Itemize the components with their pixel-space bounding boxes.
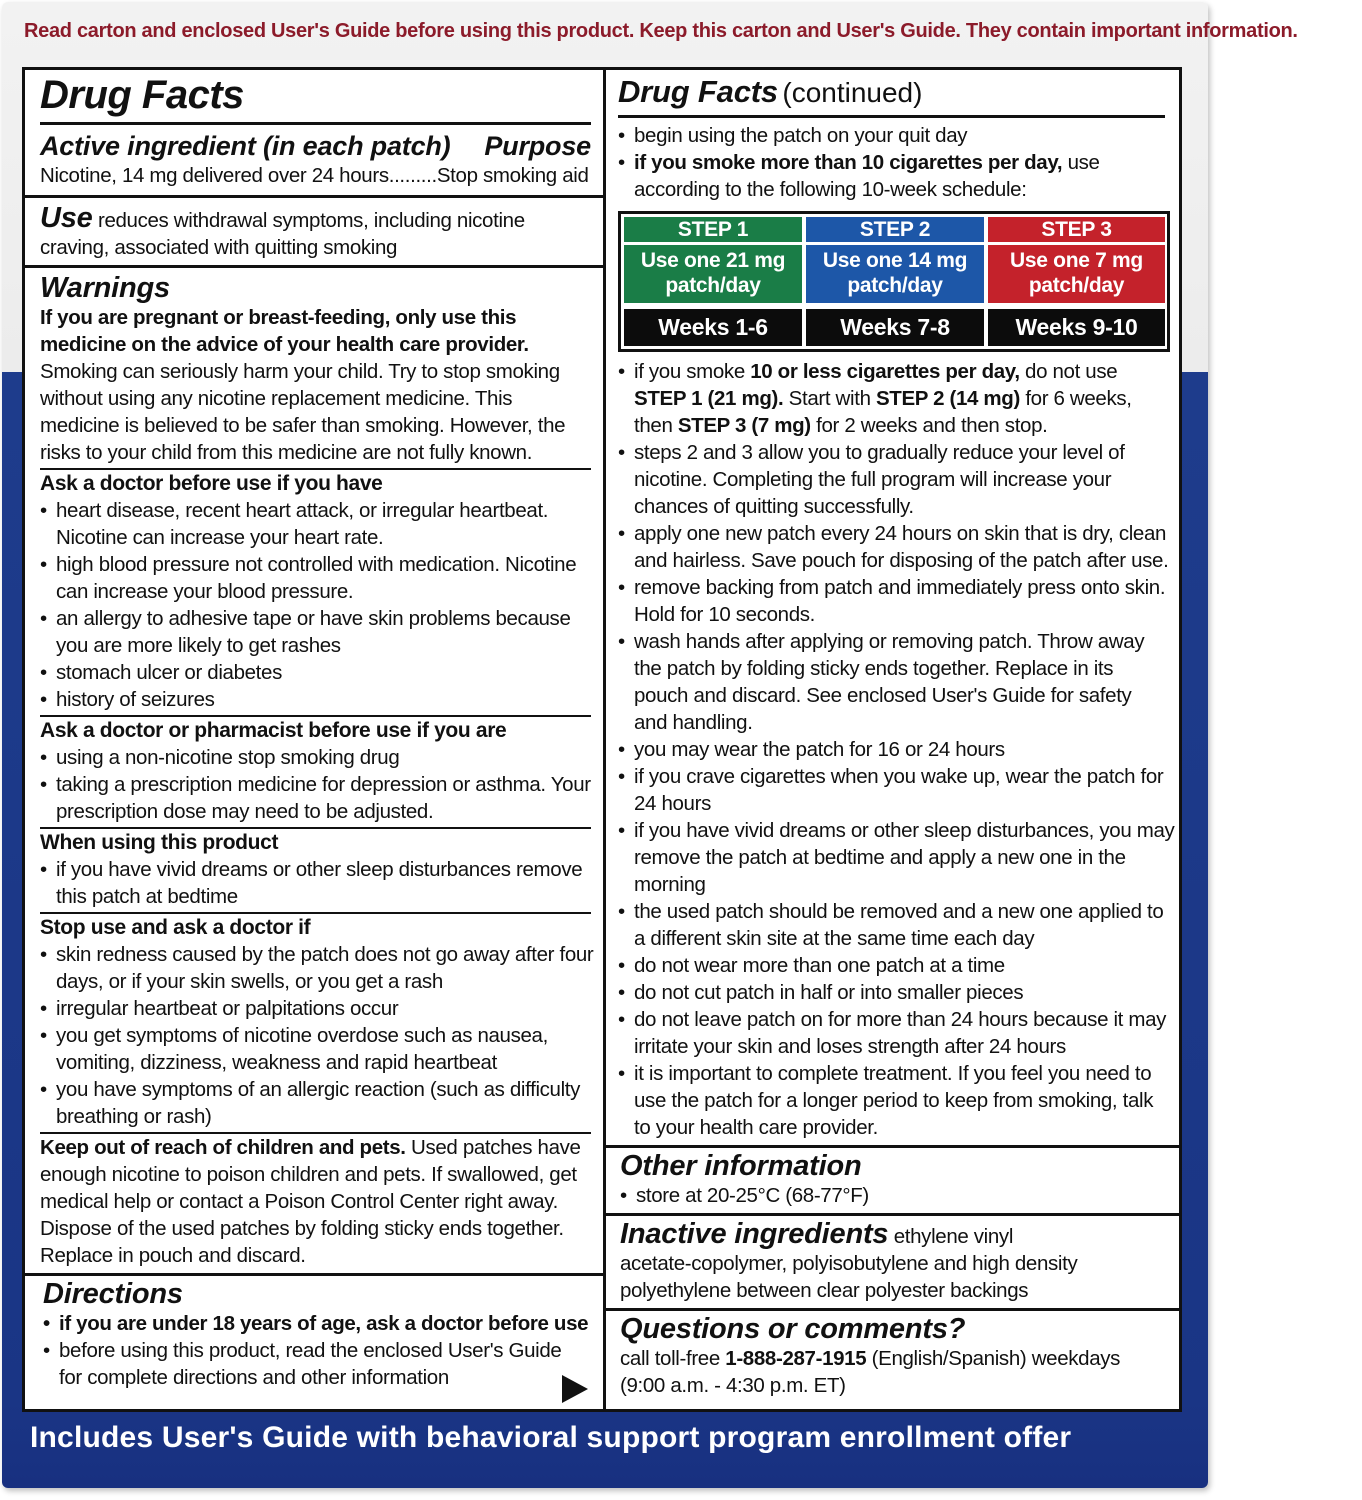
step-3-dose-line: Use one 7 mg bbox=[1010, 249, 1143, 272]
active-ingredient-heading: Active ingredient (in each patch) bbox=[40, 131, 451, 161]
list-item-cont: morning bbox=[634, 873, 706, 896]
list-item: • the used patch should be removed and a new one applied to bbox=[618, 898, 1165, 925]
inactive-text: polyethylene between clear polyester backings bbox=[620, 1279, 1029, 1302]
bottom-banner: Includes User's Guide with behavioral support program enrollment offer bbox=[30, 1421, 1072, 1454]
list-item-cont: the patch by folding sticky ends together. Replace in its bbox=[634, 657, 1114, 680]
keep-out-bold: Keep out of reach of children and pets. bbox=[40, 1136, 406, 1159]
ask-pharmacist-heading: Ask a doctor or pharmacist before use if you are bbox=[40, 719, 507, 742]
list-item: • do not cut patch in half or into smaller pieces bbox=[618, 979, 1165, 1006]
list-item: • store at 20-25°C (68-77°F) bbox=[620, 1182, 1165, 1209]
list-item: • remove backing from patch and immediately press onto skin. bbox=[618, 574, 1165, 601]
keep-out-text: Used patches have bbox=[411, 1136, 581, 1159]
active-ingredient-header bbox=[40, 130, 591, 162]
use-heading: Use bbox=[40, 202, 93, 234]
purpose-value: Stop smoking aid bbox=[436, 164, 589, 187]
step-3-label: STEP 3 bbox=[988, 217, 1165, 242]
list-item-cont: breathing or rash) bbox=[56, 1105, 212, 1128]
list-item: • taking a prescription medicine for depression or asthma. Your bbox=[40, 771, 591, 798]
left-column bbox=[25, 70, 603, 1391]
purpose-heading: Purpose bbox=[484, 131, 591, 161]
bold-text: if you smoke more than 10 cigarettes per day, bbox=[634, 151, 1063, 174]
list-item-cont: irritate your skin and loses strength after 24 hours bbox=[634, 1035, 1066, 1058]
list-item: • an allergy to adhesive tape or have skin problems because bbox=[40, 605, 591, 632]
list-item: • you may wear the patch for 16 or 24 hours bbox=[618, 736, 1165, 763]
continued-title bbox=[618, 76, 1165, 109]
list-item bbox=[618, 358, 1165, 385]
top-note: Read carton and enclosed User's Guide before using this product. Keep this carton and User's Guide. They contain important information. bbox=[24, 20, 1298, 42]
text: if you smoke bbox=[634, 360, 745, 383]
pregnancy-text: Smoking can seriously harm your child. Try to stop smoking bbox=[40, 360, 560, 383]
text: use bbox=[1067, 151, 1100, 174]
bold-text: STEP 3 (7 mg) bbox=[677, 414, 811, 437]
bold-text: STEP 1 (21 mg). bbox=[634, 387, 784, 410]
list-item: • do not wear more than one patch at a time bbox=[618, 952, 1165, 979]
list-item: • if you crave cigarettes when you wake up, wear the patch for bbox=[618, 763, 1165, 790]
list-item: • wash hands after applying or removing patch. Throw away bbox=[618, 628, 1165, 655]
questions-hours: (9:00 a.m. - 4:30 p.m. ET) bbox=[620, 1374, 846, 1397]
directions-heading: Directions bbox=[43, 1278, 183, 1310]
inactive-heading: Inactive ingredients bbox=[620, 1218, 889, 1250]
list-item: • steps 2 and 3 allow you to gradually reduce your level of bbox=[618, 439, 1165, 466]
other-info-heading: Other information bbox=[620, 1150, 862, 1182]
list-item-cont: remove the patch at bedtime and apply a new one in the bbox=[634, 846, 1126, 869]
pregnancy-text: medicine is believed to be safer than smoking. However, the bbox=[40, 414, 566, 437]
list-item-cont: Hold for 10 seconds. bbox=[634, 603, 816, 626]
step-1-dose bbox=[624, 245, 802, 303]
list-item: • if you have vivid dreams or other sleep disturbances, you may bbox=[618, 817, 1165, 844]
step-1-dose-line: Use one 21 mg bbox=[640, 249, 786, 272]
questions-line bbox=[620, 1345, 1165, 1372]
bold-text: STEP 2 (14 mg) bbox=[875, 387, 1020, 410]
use-line bbox=[40, 202, 591, 234]
list-item: • heart disease, recent heart attack, or irregular heartbeat. bbox=[40, 497, 591, 524]
active-ingredient: Nicotine, 14 mg delivered over 24 hours bbox=[40, 164, 389, 187]
stop-use-heading: Stop use and ask a doctor if bbox=[40, 916, 311, 939]
pregnancy-text: without using any nicotine replacement medicine. This bbox=[40, 387, 513, 410]
list-item-cont: a different skin site at the same time each day bbox=[634, 927, 1035, 950]
list-item: • begin using the patch on your quit day bbox=[618, 122, 1165, 149]
list-item-cont: Nicotine can increase your heart rate. bbox=[56, 526, 384, 549]
list-item: • you have symptoms of an allergic reaction (such as difficulty bbox=[40, 1076, 591, 1103]
phone-number: 1-888-287-1915 bbox=[725, 1347, 867, 1370]
step-3-dose-line: patch/day bbox=[1028, 274, 1125, 297]
text: do not use bbox=[1025, 360, 1118, 383]
when-using-heading: When using this product bbox=[40, 831, 279, 854]
divider bbox=[40, 122, 591, 125]
text: (English/Spanish) weekdays bbox=[871, 1347, 1121, 1370]
keep-out-text: enough nicotine to poison children and pets. If swallowed, get bbox=[40, 1163, 577, 1186]
keep-out-line bbox=[40, 1134, 591, 1161]
bold-text: 10 or less cigarettes per day, bbox=[750, 360, 1020, 383]
list-item-cont: vomiting, dizziness, weakness and rapid heartbeat bbox=[56, 1051, 497, 1074]
list-item-cont: and handling. bbox=[634, 711, 753, 734]
drug-facts-panel bbox=[22, 67, 1182, 1412]
step-2-weeks: Weeks 7-8 bbox=[806, 309, 984, 346]
list-item-cont: days, or if your skin swells, or you get a rash bbox=[56, 970, 443, 993]
active-ingredient-line bbox=[40, 162, 591, 189]
text: for 2 weeks and then stop. bbox=[816, 414, 1048, 437]
list-item: • high blood pressure not controlled with medication. Nicotine bbox=[40, 551, 591, 578]
continue-arrow-icon bbox=[562, 1375, 588, 1403]
list-item-cont: according to the following 10-week schedule: bbox=[634, 178, 1027, 201]
step-2-dose bbox=[806, 245, 984, 303]
pregnancy-warning-bold: If you are pregnant or breast-feeding, only use this bbox=[40, 306, 517, 329]
text: Start with bbox=[788, 387, 871, 410]
inactive-text: ethylene vinyl bbox=[893, 1225, 1014, 1248]
list-item-cont: use the patch for a longer period to keep from smoking, talk bbox=[634, 1089, 1154, 1112]
list-item-cont: chances of quitting successfully. bbox=[634, 495, 914, 518]
list-item: • do not leave patch on for more than 24 hours because it may bbox=[618, 1006, 1165, 1033]
list-item-cont bbox=[618, 385, 1165, 412]
list-item-cont bbox=[618, 412, 1165, 439]
pregnancy-warning-bold: medicine on the advice of your health care provider. bbox=[40, 333, 529, 356]
list-item: • if you are under 18 years of age, ask a doctor before use bbox=[43, 1310, 591, 1337]
warnings-heading: Warnings bbox=[40, 272, 170, 304]
list-item-cont: 24 hours bbox=[634, 792, 711, 815]
step-3-dose bbox=[988, 245, 1165, 303]
list-item-cont: to your health care provider. bbox=[634, 1116, 878, 1139]
list-item: • history of seizures bbox=[40, 686, 591, 713]
ask-doctor-heading: Ask a doctor before use if you have bbox=[40, 472, 383, 495]
list-item: • it is important to complete treatment. If you feel you need to bbox=[618, 1060, 1165, 1087]
list-item bbox=[618, 149, 1165, 176]
step-schedule-table bbox=[618, 211, 1170, 352]
inactive-text: acetate-copolymer, polyisobutylene and high density bbox=[620, 1252, 1078, 1275]
drug-facts-title: Drug Facts bbox=[618, 74, 778, 109]
list-item-cont: can increase your blood pressure. bbox=[56, 580, 354, 603]
text: then bbox=[634, 414, 673, 437]
step-1-label: STEP 1 bbox=[624, 217, 802, 242]
step-2-dose-line: Use one 14 mg bbox=[822, 249, 968, 272]
list-item-cont: nicotine. Completing the full program will increase your bbox=[634, 468, 1112, 491]
list-item-cont: and hairless. Save pouch for disposing of the patch after use. bbox=[634, 549, 1169, 572]
right-column bbox=[606, 70, 1179, 1399]
leader-dots: ......... bbox=[388, 164, 437, 187]
questions-heading: Questions or comments? bbox=[620, 1313, 966, 1345]
step-1-dose-line: patch/day bbox=[665, 274, 761, 297]
list-item-cont: for complete directions and other information bbox=[59, 1366, 449, 1389]
list-item: • stomach ulcer or diabetes bbox=[40, 659, 591, 686]
text: call toll-free bbox=[620, 1347, 720, 1370]
list-item: • before using this product, read the enclosed User's Guide bbox=[43, 1337, 591, 1364]
list-item: • using a non-nicotine stop smoking drug bbox=[40, 744, 591, 771]
use-text-2: craving, associated with quitting smoking bbox=[40, 236, 398, 259]
divider bbox=[618, 115, 1165, 118]
step-2-label: STEP 2 bbox=[806, 217, 984, 242]
step-2-dose-line: patch/day bbox=[847, 274, 943, 297]
continued-label: (continued) bbox=[782, 77, 923, 108]
text: for 6 weeks, bbox=[1025, 387, 1132, 410]
list-item: • if you have vivid dreams or other sleep disturbances remove bbox=[40, 856, 591, 883]
drug-facts-title: Drug Facts bbox=[40, 73, 244, 117]
keep-out-text: Replace in pouch and discard. bbox=[40, 1244, 306, 1267]
list-item: • irregular heartbeat or palpitations occur bbox=[40, 995, 591, 1022]
inactive-line bbox=[620, 1218, 1165, 1250]
list-item-cont: pouch and discard. See enclosed User's Guide for safety bbox=[634, 684, 1132, 707]
list-item-cont: you are more likely to get rashes bbox=[56, 634, 341, 657]
list-item: • you get symptoms of nicotine overdose such as nausea, bbox=[40, 1022, 591, 1049]
pregnancy-text: risks to your child from this medicine are not fully known. bbox=[40, 441, 533, 464]
list-item-cont: this patch at bedtime bbox=[56, 885, 238, 908]
list-item: • apply one new patch every 24 hours on skin that is dry, clean bbox=[618, 520, 1165, 547]
keep-out-text: medical help or contact a Poison Control Center right away. bbox=[40, 1190, 558, 1213]
keep-out-text: Dispose of the used patches by folding sticky ends together. bbox=[40, 1217, 564, 1240]
list-item-cont: prescription dose may need to be adjusted. bbox=[56, 800, 434, 823]
list-item: • skin redness caused by the patch does not go away after four bbox=[40, 941, 591, 968]
step-1-weeks: Weeks 1-6 bbox=[624, 309, 802, 346]
step-3-weeks: Weeks 9-10 bbox=[988, 309, 1165, 346]
use-text: reduces withdrawal symptoms, including nicotine bbox=[97, 209, 525, 232]
